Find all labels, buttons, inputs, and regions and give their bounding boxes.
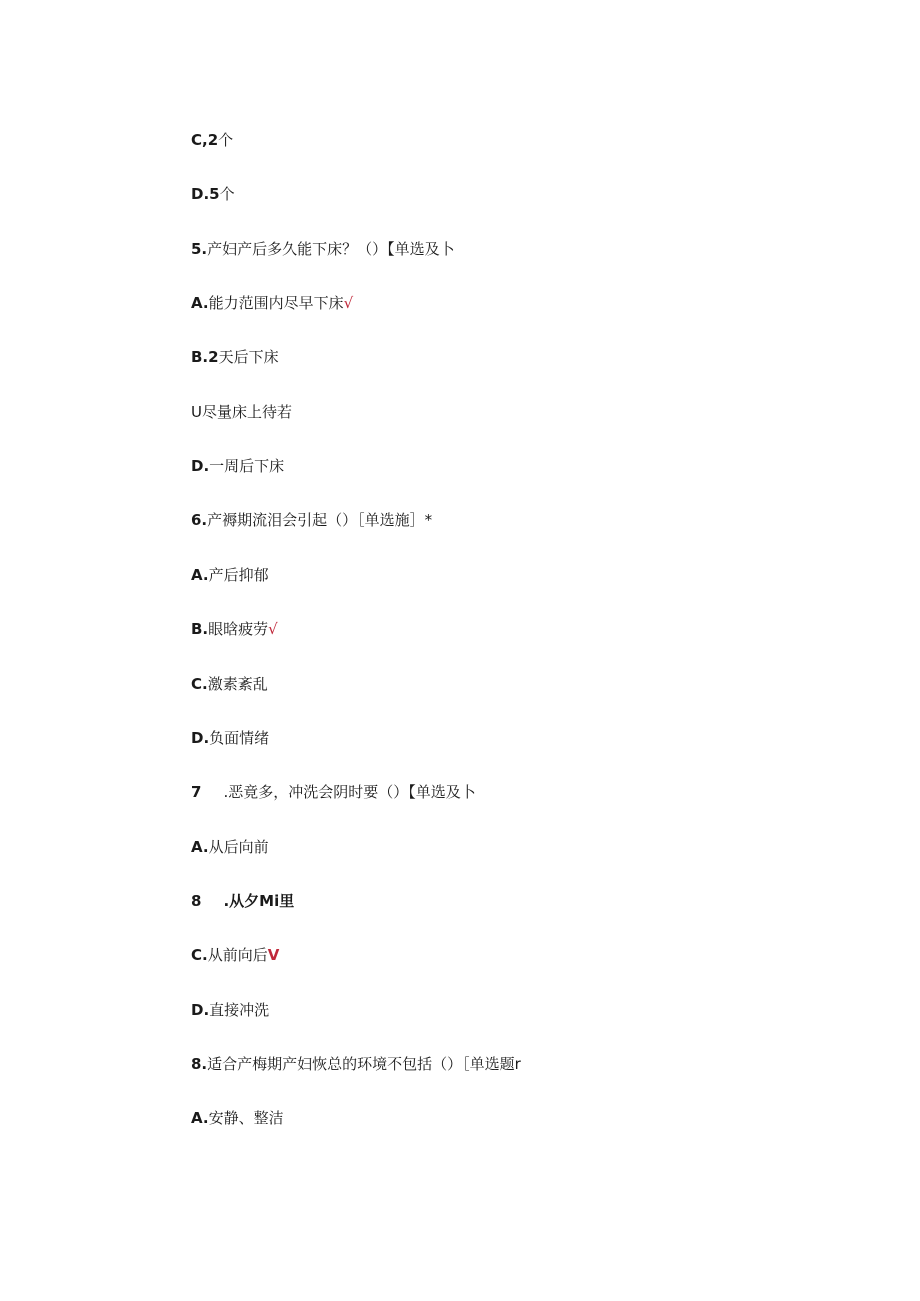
- option-label: C.: [191, 946, 208, 964]
- question-8: [191, 1054, 521, 1074]
- option-text: 一周后下床: [209, 457, 285, 475]
- option-label: B.2: [191, 348, 219, 366]
- question-text: .恶竟多，冲洗会阴时要（）【单选及卜: [223, 783, 476, 801]
- q6-option-b: [191, 619, 278, 639]
- q5-option-a: [191, 293, 353, 313]
- option-text: U尽量床上待若: [191, 403, 292, 421]
- option-label: A.: [191, 1109, 209, 1127]
- option-label: D.5: [191, 185, 220, 203]
- option-text: 产后抑郁: [208, 566, 269, 584]
- question-number: 8.: [191, 1055, 208, 1073]
- option-text: 眼晗疲劳: [208, 620, 269, 638]
- question-text: 产褥期流泪会引起（）［单选施］*: [207, 511, 433, 529]
- q5-option-c: [191, 402, 292, 422]
- question-text: 适合产梅期产妇恢总的环境不包括（）［单选题r: [207, 1055, 521, 1073]
- option-text: 从后向前: [208, 838, 269, 856]
- option-label: 8: [191, 892, 202, 910]
- option-text: 负面情绪: [209, 729, 270, 747]
- option-label: C.: [191, 675, 208, 693]
- option-label: A.: [191, 294, 209, 312]
- question-7: [191, 782, 476, 802]
- option-c-line: [191, 130, 233, 150]
- correct-checkmark: √: [268, 620, 278, 638]
- q6-option-d: [191, 728, 269, 748]
- option-label: A.: [191, 566, 209, 584]
- option-label: D.: [191, 729, 210, 747]
- q6-option-c: [191, 674, 268, 694]
- option-text: 能力范围内尽早下床: [208, 294, 344, 312]
- option-text: 直接冲洗: [209, 1001, 270, 1019]
- option-text: 安静、整洁: [208, 1109, 284, 1127]
- option-text: 个: [218, 131, 234, 149]
- q7-option-d: [191, 1000, 269, 1020]
- option-label: B.: [191, 620, 209, 638]
- q7-option-a: [191, 837, 269, 857]
- option-text: 激素紊乱: [207, 675, 268, 693]
- option-text: 天后下床: [218, 348, 279, 366]
- q6-option-a: [191, 565, 269, 585]
- question-5: [191, 239, 455, 259]
- q8-option-a: [191, 1108, 284, 1128]
- question-6: [191, 510, 432, 530]
- question-text: 产妇产后多久能下床？（）【单选及卜: [207, 240, 455, 258]
- option-label: D.: [191, 457, 210, 475]
- q5-option-b: [191, 347, 279, 367]
- question-number: 7: [191, 783, 202, 801]
- q7-option-b: [191, 891, 294, 911]
- correct-checkmark: √: [343, 294, 354, 312]
- option-d-line: [191, 184, 235, 204]
- option-label: C,2: [191, 131, 219, 149]
- question-number: 5.: [191, 240, 208, 258]
- option-text: 从前向后: [207, 946, 268, 964]
- option-label: A.: [191, 838, 209, 856]
- q5-option-d: [191, 456, 284, 476]
- q7-option-c: [191, 945, 279, 965]
- correct-checkmark: V: [267, 946, 280, 964]
- option-label: D.: [191, 1001, 210, 1019]
- option-text: .从夕Mi里: [223, 892, 295, 910]
- question-number: 6.: [191, 511, 208, 529]
- option-text: 个: [219, 185, 235, 203]
